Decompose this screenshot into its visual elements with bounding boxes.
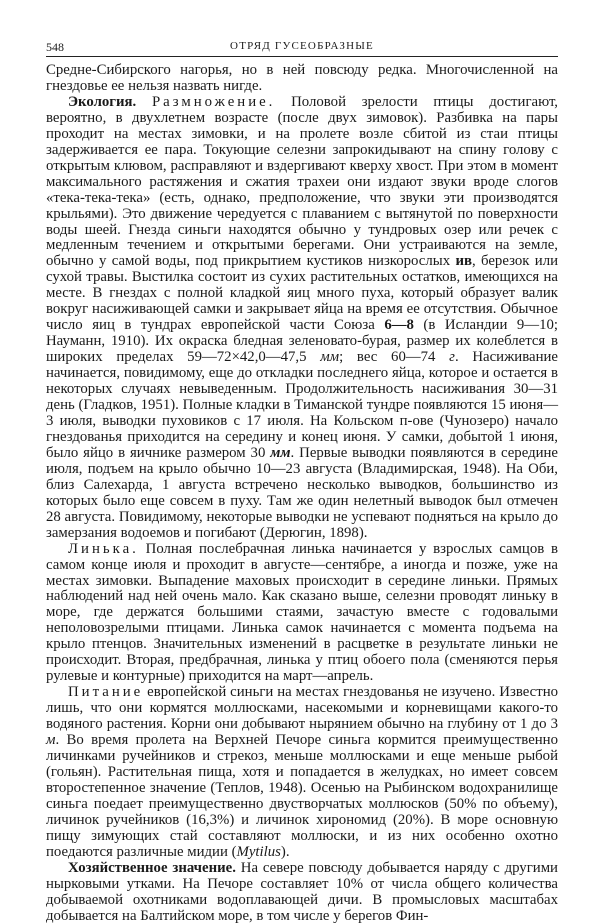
paragraph-feeding: Питание европейской синьги на местах гнездованья не изучено. Известно лишь, что они кормятся моллюсками, насекомыми и корневищами какого-то водяного растения. Корни они добывают нырянием обычно на глубину от 1 до 3 м. Во время пролета на Верхней Печоре синьга кормится преимущественно личинками ручейников и стрекоз, меньше моллюсками и еще меньше рыбой (гольян). Растительная пища, хотя и попадается в желудках, но имеет совсем второстепенное значение (Теплов, 1948). Осенью на Рыбинском водохранилище синьга поедает преимущественно двустворчатых моллюсков (50% по объему), личинок ручейников (16,3%) и личинок хирономид (20%). В море основную пищу зимующих стай составляют моллюски, и из них особенно охотно поедаются различные мидии (Mytilus).: [46, 684, 559, 860]
paragraph-economic: Хозяйственное значение. На севере повсюду добывается наряду с другими нырковыми утками. На Печоре составляет 10% от числа общего количества добываемой охотниками водоплавающей дичи. В промысловых масштабах добывается на Балтийском море, в том числе у берегов Фин-: [46, 859, 558, 924]
subheading-feeding: Питание: [68, 684, 144, 701]
paragraph-continuation: Средне-Сибирского нагорья, но в ней повсюду редка. Многочисленной на гнездовье ее нельзя назвать нигде.: [46, 62, 558, 94]
page-number: 548: [46, 40, 64, 54]
section-heading-economic: Хозяйственное значение.: [68, 859, 236, 876]
paragraph-molt: Линька. Полная послебрачная линька начинается у взрослых самцов в самом конце июля и проходит в августе—сентябре, а иногда и позже, уже на местах зимовки. Выпадение маховых происходит в середине линьки. Прямых наблюдений над ней очень мало. Как сказано выше, селезни проводят линьку в море, где держатся большими стаями, зачастую вместе с годовалыми неполовозрелыми птицами. Линька самок начинается с момента подъема на крыло птенцов. Значительных изменений в расцветке в результате линьки не происходит. Вторая, предбрачная, линька у птиц обоего пола (сменяются перья рулевые и контурные) приходится на март—апрель.: [46, 540, 558, 685]
subheading-molt: Линька.: [68, 540, 139, 557]
paragraph-ecology: Экология. Размножение. Половой зрелости птицы достигают, вероятно, в двухлетнем возрасте (после двух зимовок). Разбивка на пары проходит на местах зимовки, и на пролете возле сбитой из стаи птицы задерживается ее пара. Токующие селезни запрокидывают на спину голову с открытым клювом, расправляют и вздергивают кверху хвост. При этом в момент максимального растяжения и сжатия трахеи они издают звуки вроде слогов «тека-тека-тека» (есть, однако, предположение, что звуки эти производятся крыльями). Это движение чередуется с плаванием с вытянутой по поверхности воды шеей. Гнезда синьги находятся обычно у тундровых озер или речек с медленным течением и открытыми берегами. Они устраиваются на земле, обычно у самой воды, под прикрытием кустиков низкорослых ив, березок или сухой травы. Выстилка состоит из сухих растительных остатков, имеющихся на месте. В гнездах с полной кладкой яиц много пуха, который образует валик вокруг насиживающей самки и закрывает яйца на время ее отсутствия. Обычное число яиц в тундрах европейской части Союза 6—8 (в Исландии 9—10; Науманн, 1910). Их окраска бледная зеленовато-бурая, размер их колеблется в широких пределах 59—72×42,0—47,5 мм; вес 60—74 г. Насиживание начинается, повидимому, еще до откладки последнего яйца, которое и остается в некоторых случаях невыведенным. Продолжительность насиживания 30—31 день (Гладков, 1951). Полные кладки в Тиманской тундре появляются 15 июня—3 июля, выводки пуховиков с 17 июля. На Кольском п-ове (Чунозеро) начало гнездованья приходится на середину и конец июня. У самки, добытой 1 июня, было яйцо в яичнике размером 30 мм. Первые выводки появляются в середине июля, подъем на крыло обычно 10—23 августа (Владимирская, 1948). На Оби, близ Салехарда, 1 августа встречено несколько выводков, большинство из которых было еще совсем в пуху. Там же один нелетный выводок был отмечен 28 августа. Повидимому, некоторые выводки не успевают подняться на крыло до замерзания водоемов и погибают (Дерюгин, 1898).: [46, 93, 559, 541]
page-header: [46, 40, 558, 57]
body-text: [46, 63, 558, 924]
subheading-reproduction: Размножение.: [151, 93, 276, 110]
section-heading-ecology: Экология.: [68, 93, 137, 110]
running-title: ОТРЯД ГУСЕОБРАЗНЫЕ: [230, 40, 374, 52]
